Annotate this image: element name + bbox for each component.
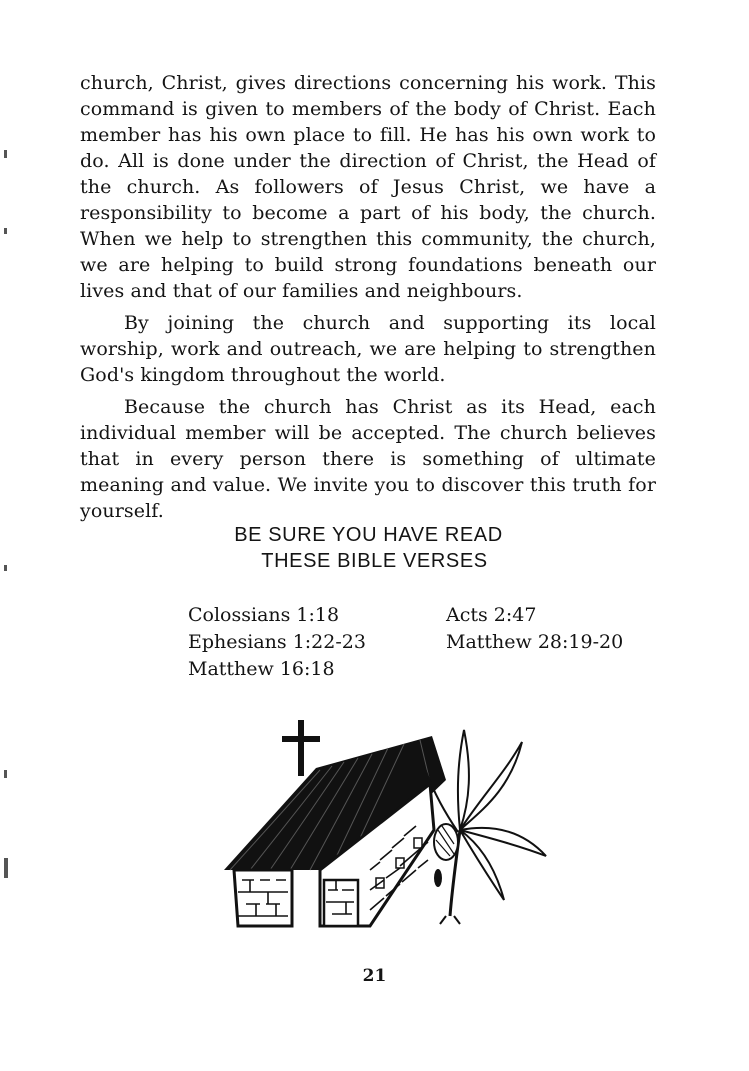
verses-heading	[0, 522, 749, 574]
margin-speck	[4, 858, 8, 878]
margin-speck	[4, 228, 7, 234]
cross-icon	[282, 720, 320, 776]
body-text	[80, 70, 656, 530]
paragraph-1: church, Christ, gives directions concerning his work. This command is given to members of the body of Christ. Each member has his own place to fill. He has his own work to do. All is done under the direction of Christ, the Head of the church. As followers of Jesus Christ, we have a responsibility to become a part of his body, the church. When we help to strengthen this community, the church, we are helping to build strong foundations beneath our lives and that of our families and neighbours.	[80, 72, 656, 302]
verse-reference: Matthew 16:18	[188, 658, 335, 680]
verses-heading-line-2: THESE BIBLE VERSES	[261, 550, 488, 572]
margin-speck	[4, 150, 7, 158]
verse-list-right	[446, 602, 623, 656]
margin-speck	[4, 565, 7, 571]
margin-speck	[4, 770, 7, 778]
paragraph-2: By joining the church and supporting its local worship, work and outreach, we are helping to strengthen God's kingdom throughout the world.	[80, 312, 656, 386]
paragraph-3: Because the church has Christ as its Head, each individual member will be accepted. The church believes that in every person there is something of ultimate meaning and value. We invite you to discover this truth for yourself.	[80, 396, 656, 522]
page-number: 21	[362, 966, 387, 986]
verse-reference: Colossians 1:18	[188, 604, 340, 626]
banana-tree-icon	[424, 730, 546, 924]
verse-reference: Matthew 28:19-20	[446, 631, 624, 653]
verses-heading-line-1: BE SURE YOU HAVE READ	[234, 524, 503, 546]
church-illustration	[220, 720, 560, 940]
verse-reference: Ephesians 1:22-23	[188, 631, 366, 653]
verse-reference: Acts 2:47	[446, 604, 537, 626]
verse-list-left	[188, 602, 366, 683]
church-front-wall	[234, 870, 292, 926]
